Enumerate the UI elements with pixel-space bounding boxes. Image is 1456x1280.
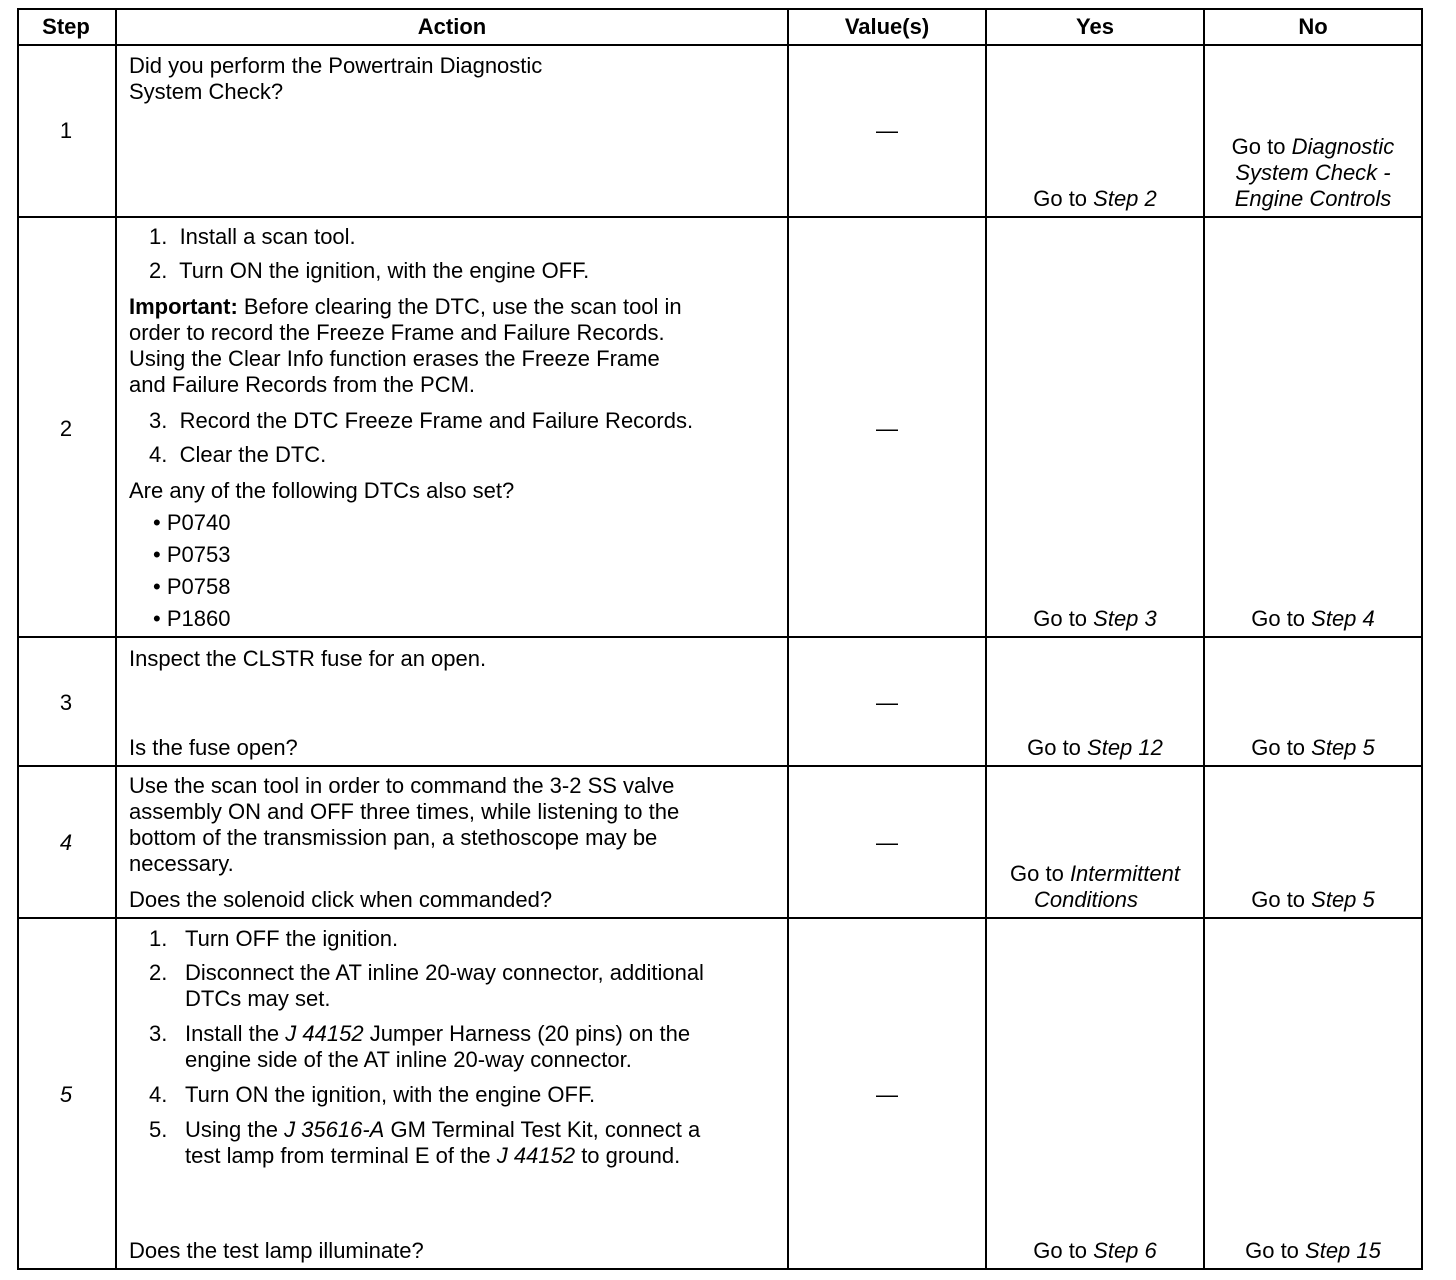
list-item: Disconnect the AT inline 20-way connector, additional (185, 960, 704, 985)
list-item-number: 3. (149, 1021, 168, 1046)
no-link[interactable]: Step 5 (1311, 887, 1375, 912)
list-item: 4. Clear the DTC. (149, 442, 327, 467)
yes-target-line[interactable] (987, 861, 1203, 887)
list-item: Turn OFF the ignition. (185, 926, 399, 951)
list-item: 2. Turn ON the ignition, with the engine OFF. (149, 258, 590, 283)
bullet-item: • P0758 (153, 574, 231, 599)
no-link[interactable]: Step 4 (1311, 606, 1375, 631)
bullet-icon: • (153, 606, 167, 631)
header-divider (17, 44, 1423, 46)
value-dash: — (876, 416, 898, 441)
list-item: test lamp from terminal E of the J 44152 to ground. (185, 1143, 681, 1168)
question-text: Does the test lamp illuminate? (129, 1238, 424, 1263)
header-values: Value(s) (844, 14, 930, 39)
list-item: 1. Install a scan tool. (149, 224, 356, 249)
header-action: Action (417, 14, 487, 39)
no-target-line[interactable] (1205, 134, 1421, 160)
no-prefix: Go to (1231, 134, 1292, 159)
no-target[interactable] (1205, 1238, 1421, 1264)
value-dash: — (876, 830, 898, 855)
list-item-number: 5. (149, 1117, 168, 1142)
no-target[interactable] (1205, 887, 1421, 913)
list-item-number: 2. (149, 960, 168, 985)
value-dash: — (876, 118, 898, 143)
header-step: Step (42, 14, 90, 39)
yes-target[interactable] (987, 735, 1203, 761)
col-divider (787, 8, 789, 1270)
row-divider (17, 636, 1423, 638)
no-link[interactable]: Step 15 (1305, 1238, 1381, 1263)
yes-target[interactable] (987, 1238, 1203, 1264)
yes-prefix: Go to (1033, 1238, 1094, 1263)
yes-link[interactable]: Step 3 (1093, 606, 1157, 631)
yes-link[interactable]: Intermittent (1069, 861, 1180, 886)
bullet-icon: • (153, 542, 167, 567)
header-yes: Yes (1076, 14, 1114, 39)
list-item: Turn ON the ignition, with the engine OFF. (185, 1082, 596, 1107)
bullet-item: • P1860 (153, 606, 231, 631)
bullet-icon: • (153, 574, 167, 599)
no-prefix: Go to (1251, 606, 1312, 631)
bullet-item: • P0740 (153, 510, 231, 535)
row-divider (17, 765, 1423, 767)
value-dash: — (876, 690, 898, 715)
bullet-item: • P0753 (153, 542, 231, 567)
list-item: Install the J 44152 Jumper Harness (20 pins) on the (185, 1021, 691, 1046)
value-dash: — (876, 1082, 898, 1107)
important-text: and Failure Records from the PCM. (129, 372, 476, 397)
action-text: assembly ON and OFF three times, while listening to the (129, 799, 680, 824)
list-item-number: 1. (149, 926, 168, 951)
yes-target-line[interactable]: Conditions (1034, 887, 1138, 912)
step-number: 2 (59, 416, 73, 441)
no-link[interactable]: Step 5 (1311, 735, 1375, 760)
row-divider (17, 216, 1423, 218)
no-target[interactable] (1205, 735, 1421, 761)
bullet-icon: • (153, 510, 167, 535)
important-text: Before clearing the DTC, use the scan tool in (237, 294, 682, 319)
no-link[interactable]: Diagnostic (1291, 134, 1395, 159)
important-text: order to record the Freeze Frame and Failure Records. (129, 320, 665, 345)
action-text: System Check? (129, 79, 284, 104)
action-text: Use the scan tool in order to command the 3-2 SS valve (129, 773, 675, 798)
no-prefix: Go to (1245, 1238, 1306, 1263)
table-border-left (17, 8, 19, 1270)
action-text: Did you perform the Powertrain Diagnostic (129, 53, 543, 78)
step-number: 5 (59, 1082, 73, 1107)
no-target-line[interactable]: System Check - (1235, 160, 1391, 185)
action-text: Inspect the CLSTR fuse for an open. (129, 646, 487, 671)
list-item-number: 4. (149, 1082, 168, 1107)
important-label: Important: (129, 294, 238, 319)
list-item: Using the J 35616-A GM Terminal Test Kit, connect a (185, 1117, 701, 1142)
no-target[interactable] (1205, 606, 1421, 632)
list-item: DTCs may set. (185, 986, 331, 1011)
question-text: Is the fuse open? (129, 735, 298, 760)
yes-prefix: Go to (1010, 861, 1070, 886)
no-prefix: Go to (1251, 735, 1312, 760)
yes-target[interactable] (987, 186, 1203, 212)
list-item: engine side of the AT inline 20-way connector. (185, 1047, 632, 1072)
no-prefix: Go to (1251, 887, 1312, 912)
yes-prefix: Go to (1027, 735, 1088, 760)
yes-link[interactable]: Step 2 (1093, 186, 1157, 211)
important-text: Using the Clear Info function erases the Freeze Frame (129, 346, 660, 371)
important-note (129, 294, 682, 320)
yes-link[interactable]: Step 6 (1093, 1238, 1157, 1263)
step-number: 3 (59, 690, 73, 715)
table-border-bottom (17, 1268, 1423, 1270)
question-text: Does the solenoid click when commanded? (129, 887, 553, 912)
table-border-top (17, 8, 1423, 10)
list-item: 3. Record the DTC Freeze Frame and Failure Records. (149, 408, 694, 433)
yes-link[interactable]: Step 12 (1087, 735, 1163, 760)
yes-target[interactable] (987, 606, 1203, 632)
action-text: necessary. (129, 851, 234, 876)
col-divider (115, 8, 117, 1270)
no-target-line[interactable]: Engine Controls (1234, 186, 1392, 211)
step-number: 1 (59, 118, 73, 143)
header-no: No (1298, 14, 1328, 39)
row-divider (17, 917, 1423, 919)
table-border-right (1421, 8, 1423, 1270)
question-text: Are any of the following DTCs also set? (129, 478, 515, 503)
step-number: 4 (59, 830, 73, 855)
yes-prefix: Go to (1033, 186, 1094, 211)
action-text: bottom of the transmission pan, a stethoscope may be (129, 825, 658, 850)
yes-prefix: Go to (1033, 606, 1094, 631)
